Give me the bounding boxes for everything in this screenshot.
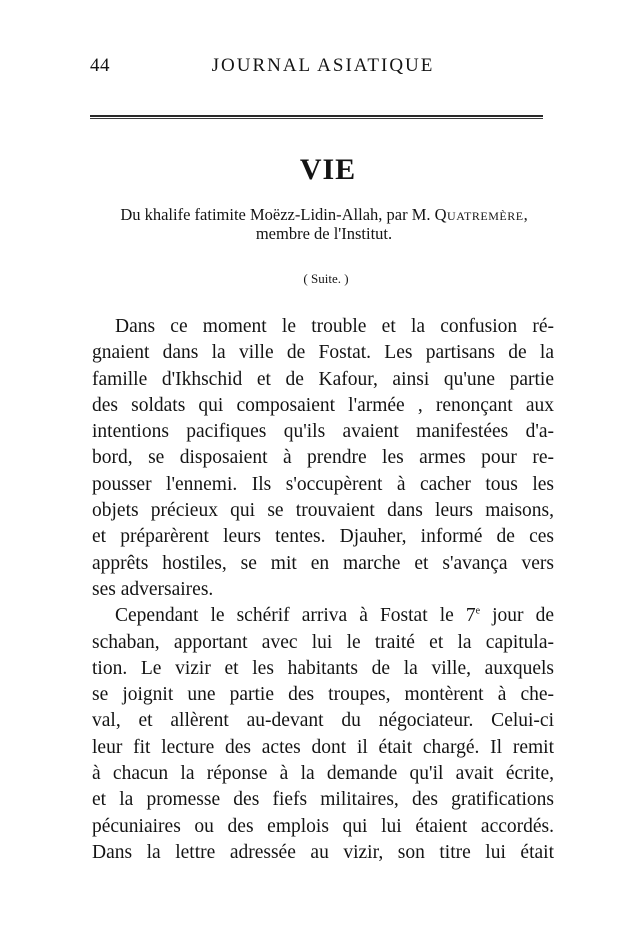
text-line: à chacun la réponse à la demande qu'il avait écrite,: [92, 763, 554, 785]
text-line: val, et allèrent au-devant du négociateur. Celui-ci: [92, 710, 554, 732]
text-line: gnaient dans la ville de Fostat. Les partisans de la: [92, 342, 554, 364]
text-line: objets précieux qui se trouvaient dans leurs maisons,: [92, 500, 554, 522]
text-fragment: jour de: [480, 605, 554, 627]
running-head: JOURNAL ASIATIQUE: [211, 55, 435, 76]
text-fragment: Cependant le schérif arriva à Fostat le 7: [115, 605, 476, 627]
text-line: et préparèrent leurs tentes. Djauher, informé de ces: [92, 526, 554, 548]
body-text: [92, 314, 554, 866]
rule-thin: [90, 118, 543, 119]
text-line: et la promesse des fiefs militaires, des gratifications: [92, 789, 554, 811]
ordinal-superscript: e: [475, 605, 481, 617]
text-line: des soldats qui composaient l'armée , renonçant aux: [92, 394, 554, 416]
text-line: Dans la lettre adressée au vizir, son titre lui était: [92, 841, 554, 863]
continuation-note: ( Suite. ): [303, 271, 349, 286]
text-line: pécuniaires ou des emplois qui lui étaient accordés.: [92, 815, 554, 837]
text-line: famille d'Ikhschid et de Kafour, ainsi qu'une partie: [92, 368, 554, 390]
paragraph-1: [92, 314, 554, 603]
text-line: se joignit une partie des troupes, montèrent à che-: [92, 684, 554, 706]
text-line: [92, 603, 554, 629]
page-number: 44: [90, 55, 110, 76]
paragraph-2: [92, 603, 554, 866]
subtitle-affiliation: membre de l'Institut.: [255, 224, 393, 243]
text-line: leur fit lecture des actes dont il était chargé. Il remit: [92, 736, 554, 758]
article-title: VIE: [299, 153, 357, 186]
text-line: apprêts hostiles, se mit en marche et s'avança vers: [92, 552, 554, 574]
subtitle-comma: ,: [523, 205, 528, 224]
author-name: Quatremère: [434, 205, 524, 224]
subtitle-text: Du khalife fatimite Moëzz-Lidin-Allah, par M.: [120, 205, 435, 224]
text-line: intentions pacifiques qu'ils avaient manifestées d'a-: [92, 421, 554, 443]
header-double-rule: [90, 115, 543, 120]
text-line: ses adversaires.: [92, 578, 214, 600]
text-line: Dans ce moment le trouble et la confusion ré-: [115, 316, 554, 337]
text-line: schaban, apportant avec lui le traité et la capitula-: [92, 631, 554, 653]
text-line: pousser l'ennemi. Ils s'occupèrent à cacher tous les: [92, 473, 554, 495]
rule-thick: [90, 115, 543, 117]
text-line: bord, se disposaient à prendre les armes pour re-: [92, 447, 554, 469]
text-line: tion. Le vizir et les habitants de la ville, auxquels: [92, 657, 554, 679]
article-subtitle: [0, 205, 640, 243]
